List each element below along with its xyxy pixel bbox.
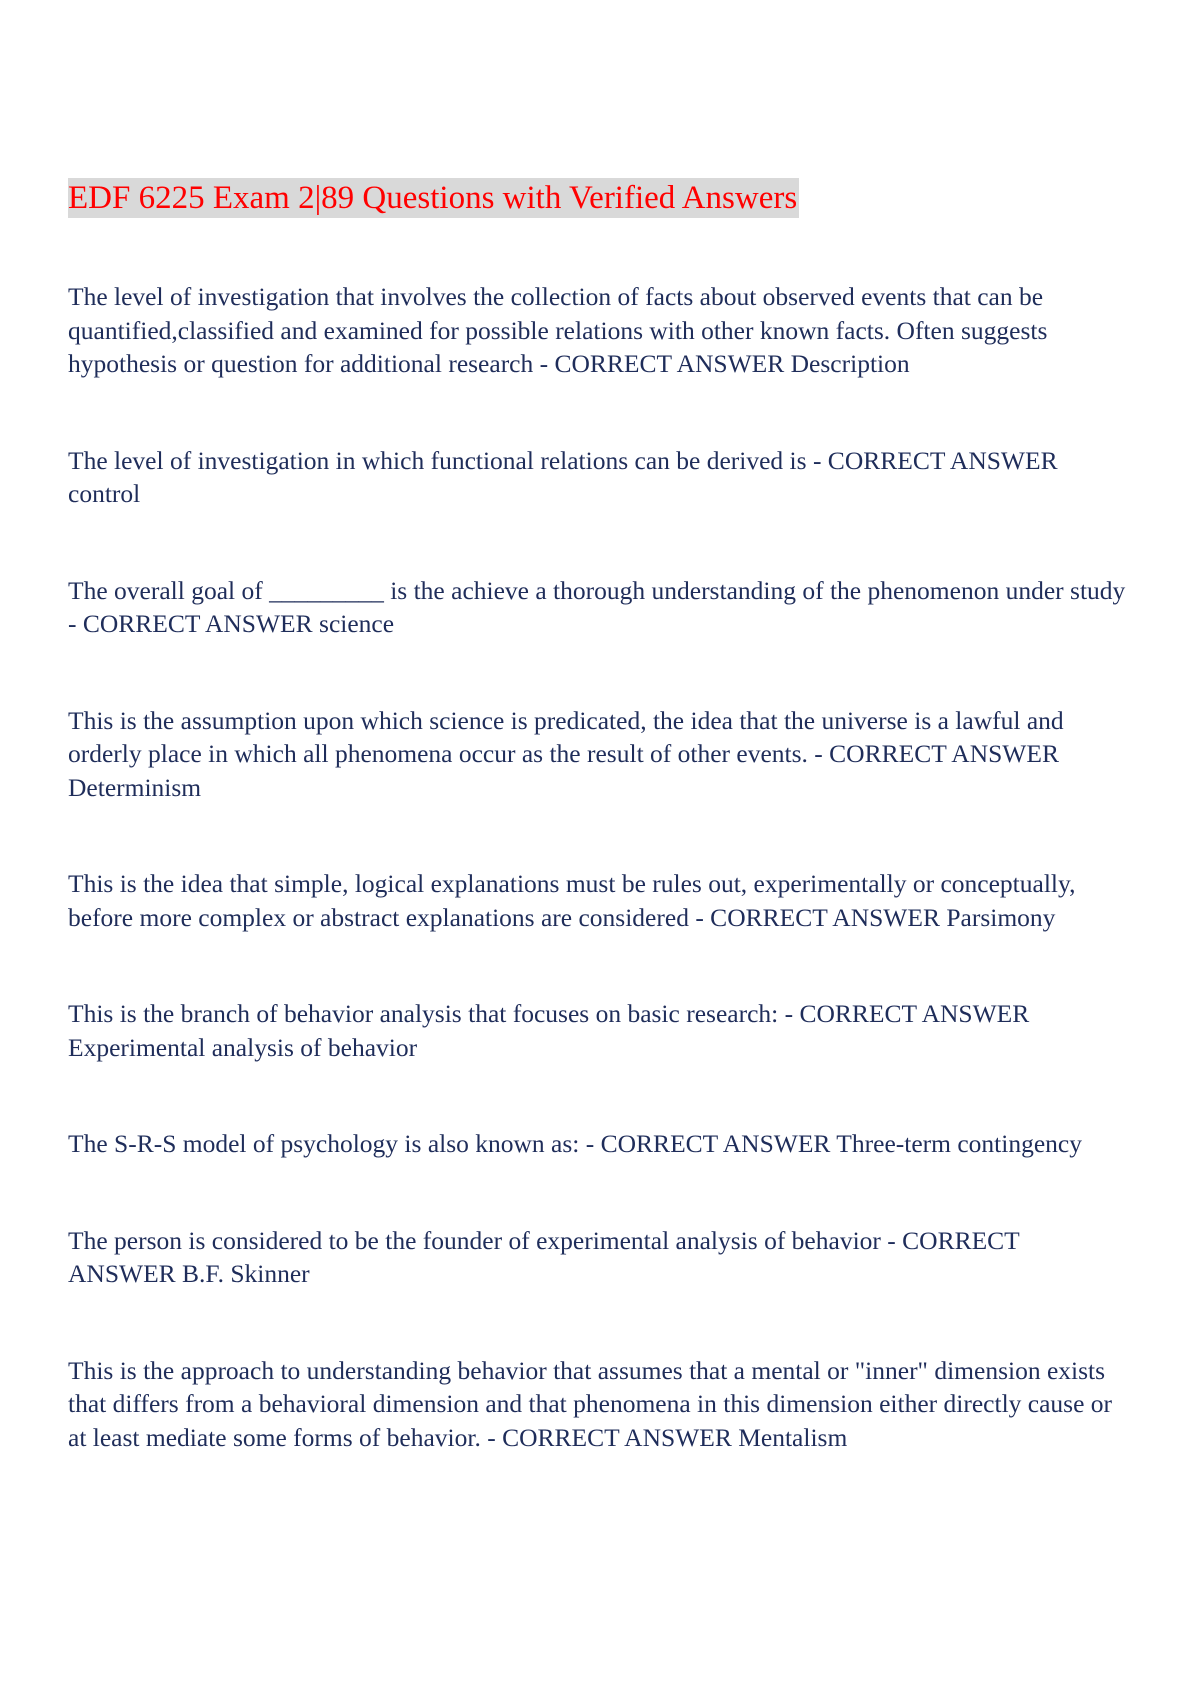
question-answer-item: The level of investigation that involves the collection of facts about observed events that can be quantified,classified and examined for possible relations with other known facts. Often suggests hypothesis or question for additional research - CORRECT ANSWER Description — [68, 282, 1048, 378]
question-answer-item: The overall goal of _________ is the achieve a thorough understanding of the phenomenon under study - CORRECT ANSWER science — [68, 575, 1126, 638]
question-answer-item: This is the idea that simple, logical explanations must be rules out, experimentally or conceptually, before more complex or abstract explanations are considered - CORRECT ANSWER Parsimony — [68, 869, 1076, 932]
question-answer-item: This is the approach to understanding behavior that assumes that a mental or "inner" dimension exists that differs from a behavioral dimension and that phenomena in this dimension either directly cause or at least mediate some forms of behavior. - CORRECT ANSWER Mentalism — [68, 1355, 1113, 1452]
question-list — [68, 280, 1131, 1454]
question-answer-item: This is the assumption upon which science is predicated, the idea that the universe is a lawful and orderly place in which all phenomena occur as the result of other events. - CORRECT ANSWER Determinism — [68, 705, 1064, 802]
question-answer-item: The level of investigation in which functional relations can be derived is - CORRECT ANSWER control — [68, 445, 1058, 508]
question-answer-item: The person is considered to be the founder of experimental analysis of behavior - CORRECT ANSWER B.F. Skinner — [68, 1225, 1020, 1288]
question-answer-item: The S-R-S model of psychology is also known as: - CORRECT ANSWER Three-term contingency — [68, 1129, 1082, 1158]
document-title: EDF 6225 Exam 2|89 Questions with Verified Answers — [68, 180, 798, 216]
question-answer-item: This is the branch of behavior analysis that focuses on basic research: - CORRECT ANSWER Experimental analysis of behavior — [68, 999, 1030, 1062]
